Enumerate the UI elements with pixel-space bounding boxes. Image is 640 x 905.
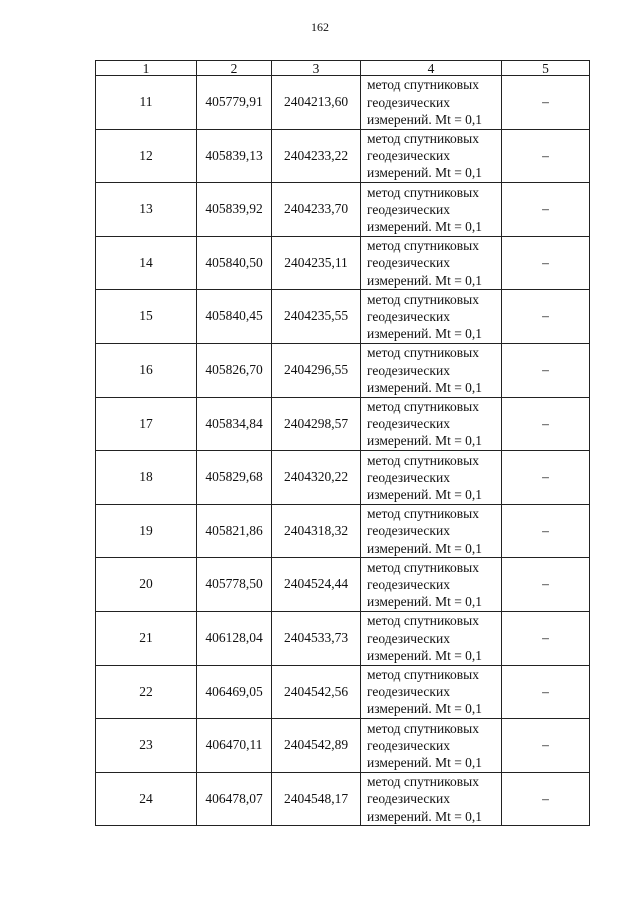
table-row: [96, 129, 590, 183]
y-coordinate-cell: 2404213,60: [272, 76, 361, 130]
x-coordinate-cell: 405840,50: [197, 236, 272, 290]
method-text-line: геодезических: [367, 148, 450, 164]
method-text-line: метод спутниковых: [367, 399, 479, 415]
y-coordinate-cell: 2404235,55: [272, 290, 361, 344]
method-text-line: измерений. Mt = 0,1: [367, 165, 483, 181]
column-5-cell: –: [502, 611, 590, 665]
column-header-5: 5: [502, 61, 590, 76]
method-text-line: геодезических: [367, 255, 450, 271]
column-header-1: 1: [96, 61, 197, 76]
column-5-cell: –: [502, 343, 590, 397]
x-coordinate-cell: 406469,05: [197, 665, 272, 719]
y-coordinate-cell: 2404233,70: [272, 183, 361, 237]
point-number-cell: 12: [96, 129, 197, 183]
method-text-line: метод спутниковых: [367, 345, 479, 361]
y-coordinate-cell: 2404533,73: [272, 611, 361, 665]
method-cell: [361, 397, 502, 451]
method-text-line: геодезических: [367, 469, 450, 485]
method-text-line: метод спутниковых: [367, 291, 479, 307]
y-coordinate-cell: 2404298,57: [272, 397, 361, 451]
method-text-line: измерений. Mt = 0,1: [367, 594, 483, 610]
table-row: [96, 558, 590, 612]
method-text-line: геодезических: [367, 309, 450, 325]
method-cell: [361, 290, 502, 344]
method-text-line: измерений. Mt = 0,1: [367, 111, 483, 127]
method-text-line: метод спутниковых: [367, 184, 479, 200]
table-row: [96, 611, 590, 665]
x-coordinate-cell: 405839,13: [197, 129, 272, 183]
method-text-line: геодезических: [367, 201, 450, 217]
method-text-line: метод спутниковых: [367, 667, 479, 683]
method-text-line: геодезических: [367, 94, 450, 110]
method-cell: [361, 183, 502, 237]
point-number-cell: 11: [96, 76, 197, 130]
point-number-cell: 15: [96, 290, 197, 344]
table-row: [96, 504, 590, 558]
method-cell: [361, 772, 502, 826]
column-5-cell: –: [502, 290, 590, 344]
y-coordinate-cell: 2404542,89: [272, 719, 361, 773]
method-text-line: измерений. Mt = 0,1: [367, 540, 483, 556]
x-coordinate-cell: 405839,92: [197, 183, 272, 237]
table-row: [96, 451, 590, 505]
y-coordinate-cell: 2404548,17: [272, 772, 361, 826]
table-row: [96, 397, 590, 451]
point-number-cell: 13: [96, 183, 197, 237]
method-text-line: геодезических: [367, 791, 450, 807]
method-text-line: геодезических: [367, 416, 450, 432]
table-row: [96, 772, 590, 826]
point-number-cell: 20: [96, 558, 197, 612]
x-coordinate-cell: 406128,04: [197, 611, 272, 665]
method-cell: [361, 343, 502, 397]
column-5-cell: –: [502, 451, 590, 505]
method-text-line: измерений. Mt = 0,1: [367, 808, 483, 824]
point-number-cell: 23: [96, 719, 197, 773]
method-text-line: метод спутниковых: [367, 452, 479, 468]
x-coordinate-cell: 405821,86: [197, 504, 272, 558]
column-5-cell: –: [502, 397, 590, 451]
point-number-cell: 21: [96, 611, 197, 665]
column-header-3: 3: [272, 61, 361, 76]
table-header-row: [96, 61, 590, 76]
x-coordinate-cell: 405840,45: [197, 290, 272, 344]
column-header-2: 2: [197, 61, 272, 76]
x-coordinate-cell: 405829,68: [197, 451, 272, 505]
y-coordinate-cell: 2404235,11: [272, 236, 361, 290]
method-text-line: метод спутниковых: [367, 559, 479, 575]
method-text-line: измерений. Mt = 0,1: [367, 219, 483, 235]
coordinates-table: [95, 60, 590, 826]
method-text-line: метод спутниковых: [367, 77, 479, 93]
point-number-cell: 14: [96, 236, 197, 290]
table-body: [96, 61, 590, 826]
x-coordinate-cell: 406478,07: [197, 772, 272, 826]
method-text-line: метод спутниковых: [367, 131, 479, 147]
method-text-line: измерений. Mt = 0,1: [367, 433, 483, 449]
method-text-line: метод спутниковых: [367, 238, 479, 254]
y-coordinate-cell: 2404524,44: [272, 558, 361, 612]
method-cell: [361, 719, 502, 773]
method-text-line: измерений. Mt = 0,1: [367, 701, 483, 717]
table-row: [96, 665, 590, 719]
page-number: 162: [311, 20, 329, 34]
method-cell: [361, 558, 502, 612]
column-5-cell: –: [502, 719, 590, 773]
x-coordinate-cell: 405834,84: [197, 397, 272, 451]
x-coordinate-cell: 405779,91: [197, 76, 272, 130]
method-cell: [361, 611, 502, 665]
y-coordinate-cell: 2404542,56: [272, 665, 361, 719]
table-row: [96, 343, 590, 397]
point-number-cell: 16: [96, 343, 197, 397]
column-5-cell: –: [502, 558, 590, 612]
method-text-line: геодезических: [367, 684, 450, 700]
method-text-line: геодезических: [367, 523, 450, 539]
method-text-line: измерений. Mt = 0,1: [367, 647, 483, 663]
y-coordinate-cell: 2404296,55: [272, 343, 361, 397]
column-5-cell: –: [502, 76, 590, 130]
method-text-line: метод спутниковых: [367, 506, 479, 522]
method-text-line: измерений. Mt = 0,1: [367, 272, 483, 288]
method-text-line: метод спутниковых: [367, 774, 479, 790]
method-cell: [361, 129, 502, 183]
method-text-line: геодезических: [367, 630, 450, 646]
column-5-cell: –: [502, 665, 590, 719]
method-text-line: измерений. Mt = 0,1: [367, 379, 483, 395]
table-row: [96, 76, 590, 130]
point-number-cell: 22: [96, 665, 197, 719]
point-number-cell: 17: [96, 397, 197, 451]
method-text-line: измерений. Mt = 0,1: [367, 487, 483, 503]
column-header-4: 4: [361, 61, 502, 76]
method-text-line: измерений. Mt = 0,1: [367, 326, 483, 342]
method-cell: [361, 665, 502, 719]
point-number-cell: 24: [96, 772, 197, 826]
method-text-line: геодезических: [367, 577, 450, 593]
y-coordinate-cell: 2404318,32: [272, 504, 361, 558]
method-text-line: метод спутниковых: [367, 613, 479, 629]
x-coordinate-cell: 406470,11: [197, 719, 272, 773]
table-row: [96, 719, 590, 773]
method-text-line: метод спутниковых: [367, 720, 479, 736]
table-row: [96, 290, 590, 344]
column-5-cell: –: [502, 129, 590, 183]
column-5-cell: –: [502, 183, 590, 237]
method-cell: [361, 451, 502, 505]
method-cell: [361, 236, 502, 290]
y-coordinate-cell: 2404320,22: [272, 451, 361, 505]
method-text-line: измерений. Mt = 0,1: [367, 755, 483, 771]
x-coordinate-cell: 405778,50: [197, 558, 272, 612]
table-row: [96, 236, 590, 290]
method-text-line: геодезических: [367, 737, 450, 753]
method-text-line: геодезических: [367, 362, 450, 378]
column-5-cell: –: [502, 772, 590, 826]
y-coordinate-cell: 2404233,22: [272, 129, 361, 183]
method-cell: [361, 76, 502, 130]
method-cell: [361, 504, 502, 558]
point-number-cell: 18: [96, 451, 197, 505]
x-coordinate-cell: 405826,70: [197, 343, 272, 397]
column-5-cell: –: [502, 236, 590, 290]
column-5-cell: –: [502, 504, 590, 558]
point-number-cell: 19: [96, 504, 197, 558]
table-row: [96, 183, 590, 237]
